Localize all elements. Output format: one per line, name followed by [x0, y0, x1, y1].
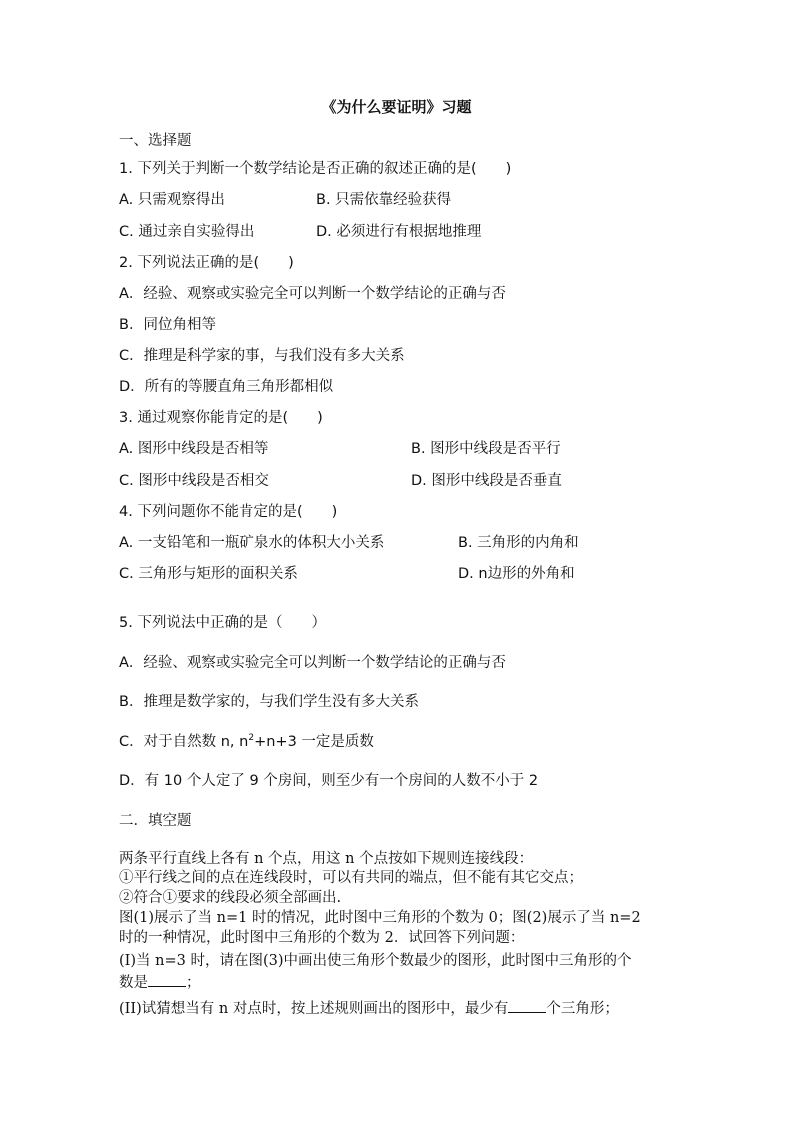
- option-c-text-pre: C．对于自然数 n, n: [119, 734, 249, 750]
- fill-line-1: 两条平行直线上各有 n 个点，用这 n 个点按如下规则连接线段：: [119, 851, 534, 867]
- question-4-option-c: C. 三角形与矩形的面积关系: [119, 566, 298, 582]
- fill-line-3: ②符合①要求的线段必须全部画出.: [119, 890, 342, 906]
- fill-line-5: 时的一种情况，此时图中三角形的个数为 2．试回答下列问题：: [119, 930, 525, 946]
- question-4-stem: 4. 下列问题你不能肯定的是( ): [119, 504, 338, 520]
- fill-line-7: [119, 972, 201, 992]
- question-4-option-d: D. n边形的外角和: [458, 566, 575, 582]
- section-heading-choice: 一、选择题: [119, 133, 192, 149]
- question-5-option-a: A．经验、观察或实验完全可以判断一个数学结论的正确与否: [119, 655, 506, 671]
- question-3-option-a: A. 图形中线段是否相等: [119, 441, 269, 457]
- fill-line-6: (I)当 n=3 时，请在图(3)中画出使三角形个数最少的图形，此时图中三角形的个: [119, 953, 632, 969]
- answer-blank-2[interactable]: [508, 998, 546, 1013]
- question-2-option-b: B．同位角相等: [119, 317, 216, 333]
- question-2-option-c: C．推理是科学家的事，与我们没有多大关系: [119, 348, 405, 364]
- question-4-option-a: A. 一支铅笔和一瓶矿泉水的体积大小关系: [119, 535, 385, 551]
- question-2-stem: 2. 下列说法正确的是( ): [119, 255, 294, 271]
- fill-line-8-pre: (II)试猜想当有 n 对点时，按上述规则画出的图形中，最少有: [119, 1001, 509, 1017]
- question-4-option-b: B. 三角形的内角和: [458, 535, 579, 551]
- answer-blank-1[interactable]: [148, 972, 186, 987]
- question-1-option-c: C. 通过亲自实验得出: [119, 224, 255, 240]
- question-1-stem: 1. 下列关于判断一个数学结论是否正确的叙述正确的是( ): [119, 161, 512, 177]
- question-3-stem: 3. 通过观察你能肯定的是( ): [119, 410, 323, 426]
- question-1-option-b: B. 只需依靠经验获得: [316, 192, 452, 208]
- question-1-option-d: D. 必须进行有根据地推理: [316, 224, 482, 240]
- question-5-option-c: [119, 732, 374, 752]
- question-3-option-b: B. 图形中线段是否平行: [411, 441, 561, 457]
- question-1-option-a: A. 只需观察得出: [119, 192, 225, 208]
- question-5-option-b: B．推理是数学家的，与我们学生没有多大关系: [119, 694, 419, 710]
- question-5-stem: 5. 下列说法中正确的是（ ）: [119, 615, 326, 631]
- question-3-option-c: C. 图形中线段是否相交: [119, 473, 269, 489]
- fill-line-4: 图(1)展示了当 n=1 时的情况，此时图中三角形的个数为 0；图(2)展示了当 n=2: [119, 910, 641, 926]
- question-2-option-d: D．所有的等腰直角三角形都相似: [119, 379, 334, 395]
- question-2-option-a: A．经验、观察或实验完全可以判断一个数学结论的正确与否: [119, 286, 506, 302]
- option-c-text-post: +n+3 一定是质数: [254, 734, 374, 750]
- question-3-option-d: D. 图形中线段是否垂直: [411, 473, 562, 489]
- question-5-option-d: D．有 10 个人定了 9 个房间，则至少有一个房间的人数不小于 2: [119, 773, 539, 789]
- fill-line-8-post: 个三角形；: [546, 1001, 619, 1017]
- option-c-exponent: 2: [248, 733, 255, 744]
- fill-line-7-post: ；: [186, 975, 201, 991]
- section-heading-fill: 二．填空题: [119, 813, 192, 829]
- fill-line-2: ①平行线之间的点在连线段时，可以有共同的端点，但不能有其它交点；: [119, 870, 583, 886]
- document-title: 《为什么要证明》习题: [321, 98, 472, 116]
- fill-line-7-pre: 数是: [119, 975, 148, 991]
- fill-line-8: [119, 998, 619, 1018]
